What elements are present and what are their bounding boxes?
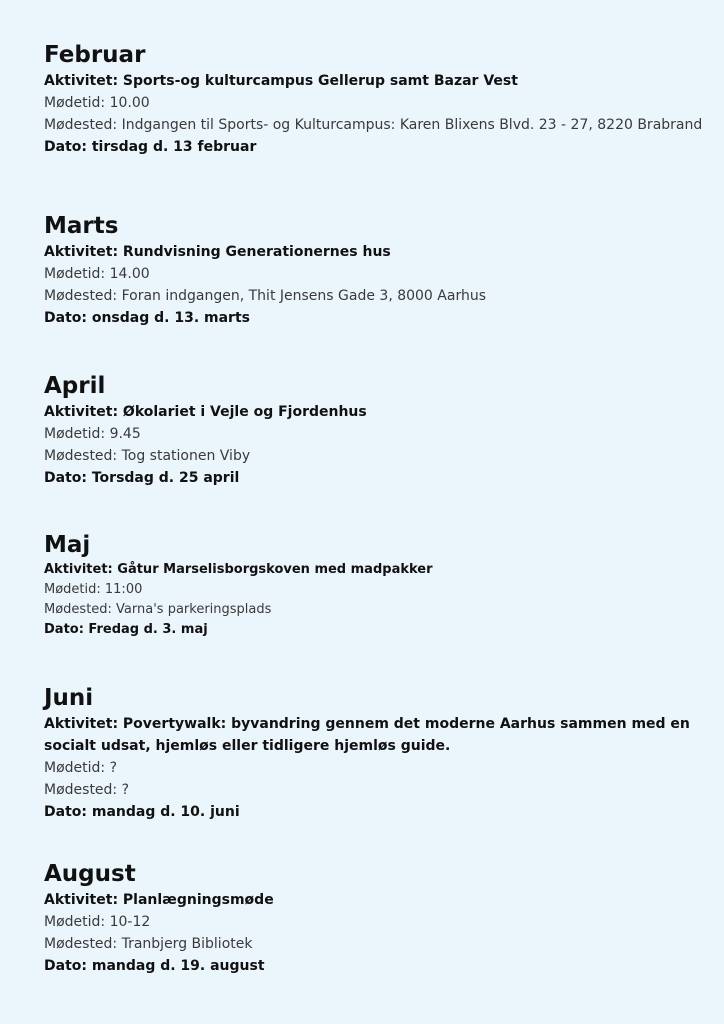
- meeting-time-line: Mødetid: 14.00: [44, 266, 150, 282]
- section-maj: [44, 530, 704, 640]
- meeting-time-line: Mødetid: 10-12: [44, 914, 151, 930]
- section-april: [44, 371, 704, 489]
- meeting-place-line: Mødested: Indgangen til Sports- og Kulturcampus: Karen Blixens Blvd. 23 - 27, 8220 Brabrand: [44, 117, 703, 133]
- activity-line: Aktivitet: Rundvisning Generationernes hus: [44, 244, 391, 260]
- date-line: Dato: onsdag d. 13. marts: [44, 310, 250, 326]
- month-heading: April: [44, 373, 106, 399]
- activity-line: Aktivitet: Povertywalk: byvandring gennem det moderne Aarhus sammen med en socialt udsat, hjemløs eller tidligere hjemløs guide.: [44, 716, 690, 754]
- meeting-time-line: Mødetid: 10.00: [44, 95, 150, 111]
- meeting-place-line: Mødested: Tranbjerg Bibliotek: [44, 936, 253, 952]
- section-august: [44, 859, 704, 977]
- activity-line: Aktivitet: Økolariet i Vejle og Fjordenhus: [44, 404, 367, 420]
- activity-line: Aktivitet: Gåtur Marselisborgskoven med madpakker: [44, 562, 433, 577]
- meeting-place-line: Mødested: ?: [44, 782, 130, 798]
- section-marts: [44, 211, 704, 329]
- date-line: Dato: mandag d. 10. juni: [44, 804, 240, 820]
- meeting-time-line: Mødetid: ?: [44, 760, 118, 776]
- meeting-time-line: Mødetid: 9.45: [44, 426, 141, 442]
- date-line: Dato: tirsdag d. 13 februar: [44, 139, 257, 155]
- date-line: Dato: Fredag d. 3. maj: [44, 622, 208, 637]
- activity-line: Aktivitet: Sports-og kulturcampus Gellerup samt Bazar Vest: [44, 73, 518, 89]
- month-heading: Februar: [44, 42, 146, 68]
- date-line: Dato: mandag d. 19. august: [44, 958, 265, 974]
- month-heading: Juni: [44, 685, 94, 711]
- meeting-time-line: Mødetid: 11:00: [44, 582, 143, 597]
- section-februar: [44, 40, 704, 158]
- month-heading: Marts: [44, 213, 119, 239]
- meeting-place-line: Mødested: Varna's parkeringsplads: [44, 602, 272, 617]
- section-juni: [44, 683, 704, 823]
- month-heading: August: [44, 861, 136, 887]
- month-heading: Maj: [44, 532, 91, 558]
- meeting-place-line: Mødested: Tog stationen Viby: [44, 448, 251, 464]
- date-line: Dato: Torsdag d. 25 april: [44, 470, 240, 486]
- activity-line: Aktivitet: Planlægningsmøde: [44, 892, 274, 908]
- meeting-place-line: Mødested: Foran indgangen, Thit Jensens Gade 3, 8000 Aarhus: [44, 288, 486, 304]
